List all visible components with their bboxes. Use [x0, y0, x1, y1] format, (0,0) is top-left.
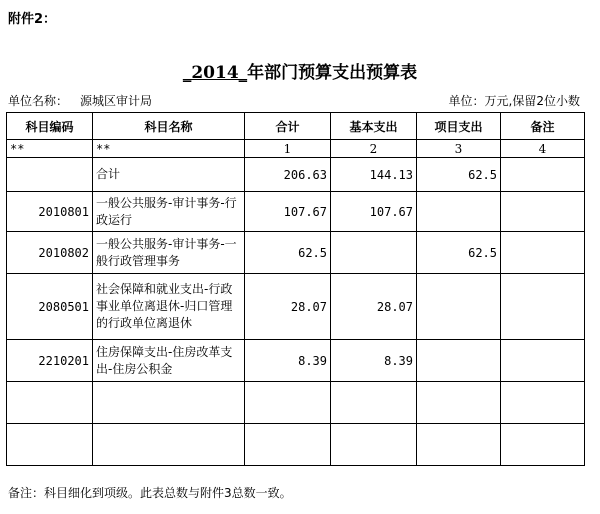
note-cell [501, 340, 585, 382]
empty-row [7, 424, 585, 466]
name-cell: 一般公共服务-审计事务-一般行政管理事务 [93, 232, 245, 274]
table-row [7, 274, 585, 340]
code-cell: 2010801 [7, 192, 93, 232]
header-note: 备注 [501, 113, 585, 140]
header-total: 合计 [245, 113, 331, 140]
total-cell: 62.5 [245, 232, 331, 274]
total-cell: 107.67 [245, 192, 331, 232]
basic-cell: 8.39 [331, 340, 417, 382]
index-cell: 2 [331, 140, 417, 158]
table-row [7, 158, 585, 192]
total-cell: 28.07 [245, 274, 331, 340]
header-basic: 基本支出 [331, 113, 417, 140]
empty-row [7, 382, 585, 424]
title-year: _2014_ [182, 63, 248, 83]
total-cell: 8.39 [245, 340, 331, 382]
footnote: 备注：科目细化到项级。此表总数与附件3总数一致。 [8, 486, 292, 500]
code-cell: 2010802 [7, 232, 93, 274]
unit-name-value: 源城区审计局 [80, 94, 153, 108]
code-cell: 2080501 [7, 274, 93, 340]
basic-cell [331, 232, 417, 274]
project-cell [417, 274, 501, 340]
budget-table [6, 112, 585, 466]
note-cell [501, 192, 585, 232]
basic-cell: 107.67 [331, 192, 417, 232]
project-cell [417, 192, 501, 232]
name-cell: 合计 [93, 158, 245, 192]
header-project: 项目支出 [417, 113, 501, 140]
index-cell: 1 [245, 140, 331, 158]
name-cell: 一般公共服务-审计事务-行政运行 [93, 192, 245, 232]
index-row [7, 140, 585, 158]
project-cell [417, 340, 501, 382]
page-title [0, 58, 600, 83]
table-row [7, 192, 585, 232]
basic-cell: 28.07 [331, 274, 417, 340]
table-row [7, 232, 585, 274]
unit-name-line [8, 92, 152, 109]
project-cell: 62.5 [417, 158, 501, 192]
index-cell: ** [93, 140, 245, 158]
note-cell [501, 274, 585, 340]
header-row [7, 113, 585, 140]
name-cell: 社会保障和就业支出-行政事业单位离退休-归口管理的行政单位离退休 [93, 274, 245, 340]
unit-note: 单位：万元,保留2位小数 [448, 94, 580, 108]
table-row [7, 340, 585, 382]
header-name: 科目名称 [93, 113, 245, 140]
attachment-label: 附件2： [8, 12, 57, 27]
index-cell: ** [7, 140, 93, 158]
code-cell [7, 158, 93, 192]
code-cell: 2210201 [7, 340, 93, 382]
index-cell: 3 [417, 140, 501, 158]
index-cell: 4 [501, 140, 585, 158]
project-cell: 62.5 [417, 232, 501, 274]
header-code: 科目编码 [7, 113, 93, 140]
name-cell: 住房保障支出-住房改革支出-住房公积金 [93, 340, 245, 382]
title-text: 年部门预算支出预算表 [247, 63, 418, 83]
total-cell: 206.63 [245, 158, 331, 192]
basic-cell: 144.13 [331, 158, 417, 192]
note-cell [501, 158, 585, 192]
note-cell [501, 232, 585, 274]
unit-name-label: 单位名称： [8, 94, 69, 108]
